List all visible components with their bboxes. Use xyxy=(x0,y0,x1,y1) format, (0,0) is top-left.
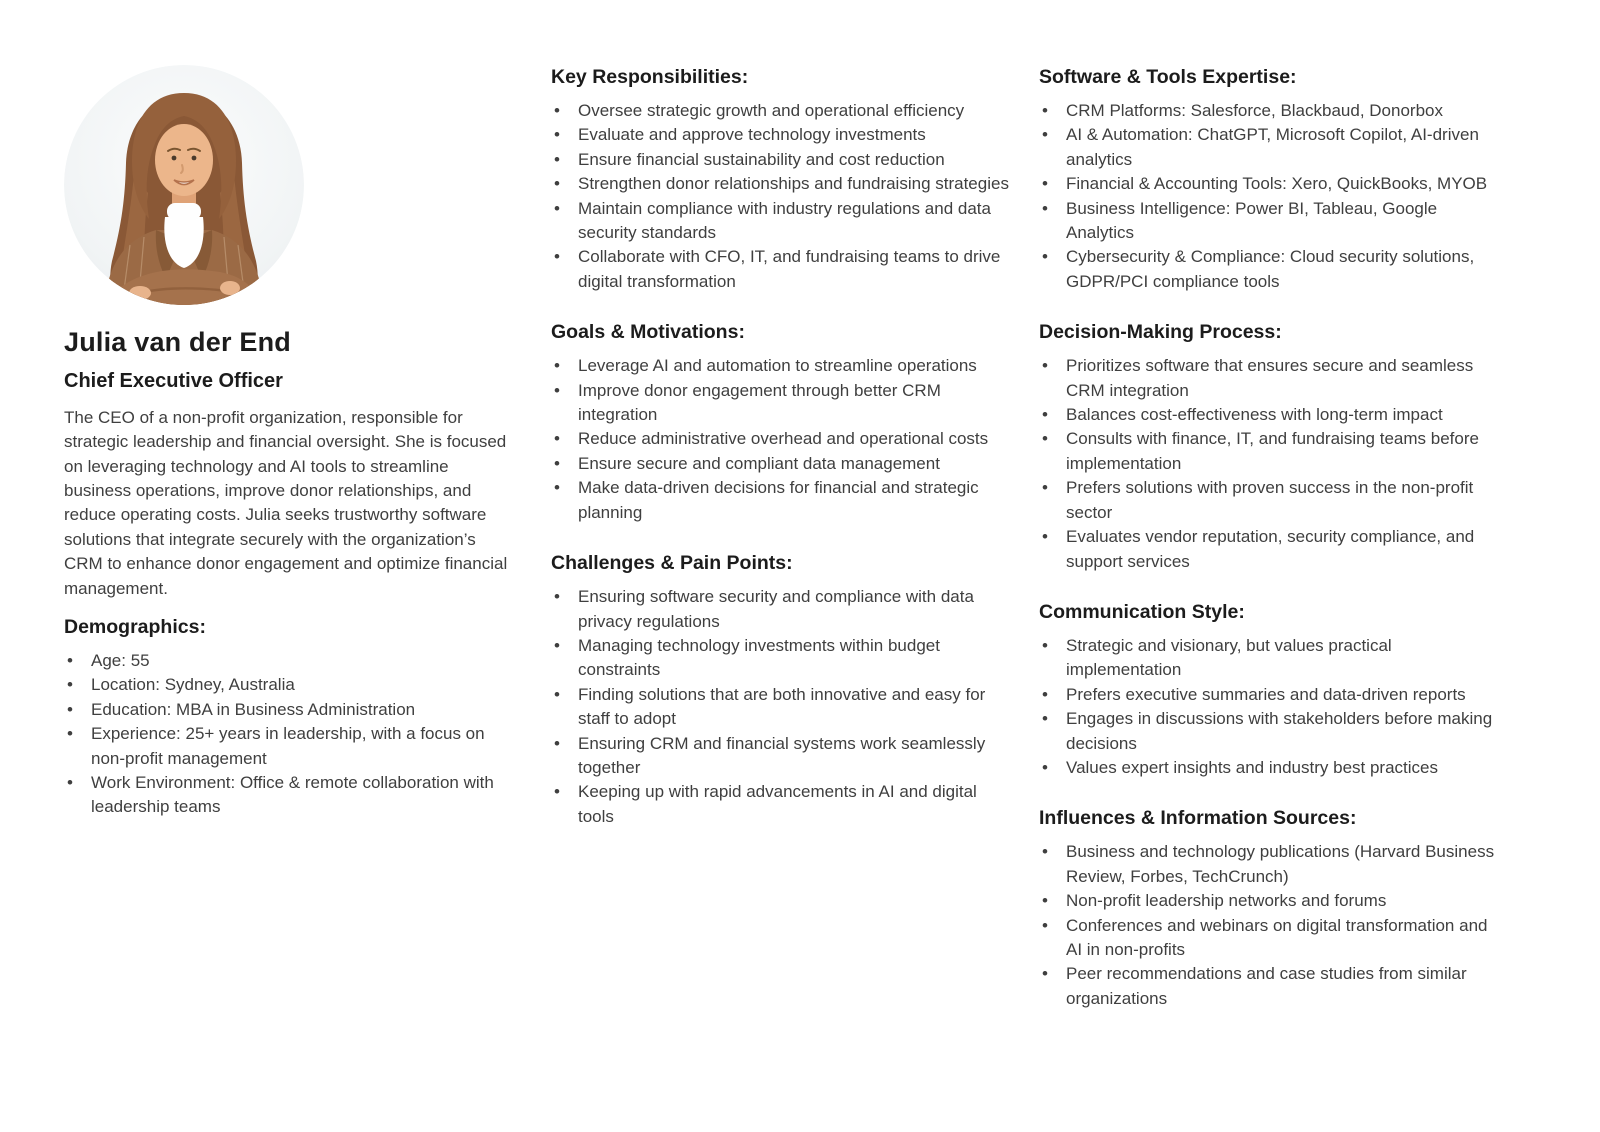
section-heading-software-tools: Software & Tools Expertise: xyxy=(1039,66,1297,88)
list-item: • Financial & Accounting Tools: Xero, QuickBooks, MYOB xyxy=(1039,172,1505,196)
left-column xyxy=(64,64,516,820)
list-influences-sources xyxy=(1039,840,1505,1011)
list-item: • Conferences and webinars on digital transformation and AI in non-profits xyxy=(1039,914,1505,963)
list-item: • Peer recommendations and case studies from similar organizations xyxy=(1039,962,1505,1011)
list-item: • Balances cost-effectiveness with long-term impact xyxy=(1039,403,1505,427)
list-item: • Finding solutions that are both innovative and easy for staff to adopt xyxy=(551,683,1017,732)
section-heading-influences-sources: Influences & Information Sources: xyxy=(1039,807,1357,830)
list-item: • Leverage AI and automation to streamline operations xyxy=(551,354,1017,378)
list-item: • Non-profit leadership networks and forums xyxy=(1039,889,1505,913)
list-item: • Prefers solutions with proven success in the non-profit sector xyxy=(1039,476,1505,525)
list-software-tools xyxy=(1039,99,1505,294)
list-item: • Experience: 25+ years in leadership, with a focus on non-profit management xyxy=(64,722,516,771)
list-item: • Evaluates vendor reputation, security compliance, and support services xyxy=(1039,525,1505,574)
section-demographics xyxy=(64,614,516,820)
section-heading-goals-motivations: Goals & Motivations: xyxy=(551,321,745,344)
list-item: • Keeping up with rapid advancements in AI and digital tools xyxy=(551,780,1017,829)
list-item: • Maintain compliance with industry regulations and data security standards xyxy=(551,197,1017,246)
list-item: • Values expert insights and industry best practices xyxy=(1039,756,1505,780)
section-key-responsibilities xyxy=(551,64,1017,294)
list-item: • Strategic and visionary, but values practical implementation xyxy=(1039,634,1505,683)
list-item: • Reduce administrative overhead and operational costs xyxy=(551,427,1017,451)
list-item: • Collaborate with CFO, IT, and fundraising teams to drive digital transformation xyxy=(551,245,1017,294)
list-item: • Education: MBA in Business Administration xyxy=(64,698,516,722)
section-software-tools xyxy=(1039,64,1505,294)
list-item: • Managing technology investments within budget constraints xyxy=(551,634,1017,683)
list-item: • Business Intelligence: Power BI, Tableau, Google Analytics xyxy=(1039,197,1505,246)
persona-description: The CEO of a non-profit organization, responsible for strategic leadership and financial oversight. She is focused on leveraging technology and AI tools to streamline business operations, improve donor relationships, and reduce operating costs. Julia seeks trustworthy software solutions that integrate securely with the organization’s CRM to enhance donor engagement and optimize financial management. xyxy=(64,407,508,598)
list-item: • Strengthen donor relationships and fundraising strategies xyxy=(551,172,1017,196)
right-column xyxy=(1039,64,1505,1011)
list-item: • Evaluate and approve technology investments xyxy=(551,123,1017,147)
list-item: • Improve donor engagement through better CRM integration xyxy=(551,379,1017,428)
section-decision-making xyxy=(1039,319,1505,574)
list-item: • AI & Automation: ChatGPT, Microsoft Copilot, AI-driven analytics xyxy=(1039,123,1505,172)
section-heading-communication-style: Communication Style: xyxy=(1039,600,1245,623)
profile-photo xyxy=(64,65,304,305)
list-goals-motivations xyxy=(551,354,1017,525)
list-item: • Ensuring software security and compliance with data privacy regulations xyxy=(551,585,1017,634)
list-item: • Ensure financial sustainability and cost reduction xyxy=(551,148,1017,172)
section-heading-challenges-pain-points: Challenges & Pain Points: xyxy=(551,552,793,575)
list-decision-making xyxy=(1039,354,1505,574)
section-heading-key-responsibilities: Key Responsibilities: xyxy=(551,66,749,88)
list-item: • Business and technology publications (Harvard Business Review, Forbes, TechCrunch) xyxy=(1039,840,1505,889)
persona-job-title: Chief Executive Officer xyxy=(64,369,283,392)
section-influences-sources xyxy=(1039,805,1505,1011)
section-challenges-pain-points xyxy=(551,550,1017,829)
section-goals-motivations xyxy=(551,319,1017,525)
persona-name: Julia van der End xyxy=(64,327,291,357)
section-heading-decision-making: Decision-Making Process: xyxy=(1039,321,1282,344)
list-challenges-pain-points xyxy=(551,585,1017,829)
list-key-responsibilities xyxy=(551,99,1017,294)
list-item: • Make data-driven decisions for financial and strategic planning xyxy=(551,476,1017,525)
section-heading-demographics: Demographics: xyxy=(64,616,206,638)
list-item: • Ensuring CRM and financial systems work seamlessly together xyxy=(551,732,1017,781)
list-item: • Consults with finance, IT, and fundraising teams before implementation xyxy=(1039,427,1505,476)
list-item: • Oversee strategic growth and operational efficiency xyxy=(551,99,1017,123)
list-item: • CRM Platforms: Salesforce, Blackbaud, Donorbox xyxy=(1039,99,1505,123)
list-item: • Prioritizes software that ensures secure and seamless CRM integration xyxy=(1039,354,1505,403)
list-item: • Engages in discussions with stakeholders before making decisions xyxy=(1039,707,1505,756)
section-communication-style xyxy=(1039,599,1505,780)
list-demographics xyxy=(64,649,516,820)
list-item: • Age: 55 xyxy=(64,649,516,673)
list-communication-style xyxy=(1039,634,1505,780)
list-item: • Ensure secure and compliant data management xyxy=(551,452,1017,476)
portrait-illustration xyxy=(64,65,304,305)
list-item: • Prefers executive summaries and data-driven reports xyxy=(1039,683,1505,707)
middle-column xyxy=(551,64,1017,829)
list-item: • Location: Sydney, Australia xyxy=(64,673,516,697)
list-item: • Work Environment: Office & remote collaboration with leadership teams xyxy=(64,771,516,820)
list-item: • Cybersecurity & Compliance: Cloud security solutions, GDPR/PCI compliance tools xyxy=(1039,245,1505,294)
